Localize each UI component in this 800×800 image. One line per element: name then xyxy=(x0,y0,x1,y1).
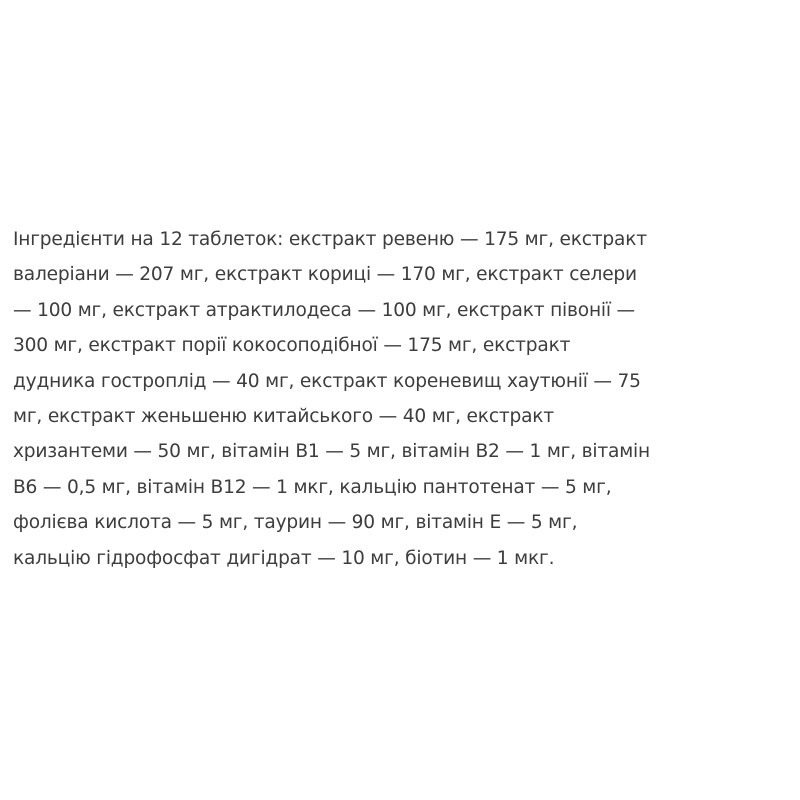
ingredients-line: дудника гостроплід — 40 мг, екстракт кореневищ хаутюнії — 75 xyxy=(13,370,641,392)
ingredients-line: валеріани — 207 мг, екстракт кориці — 170 мг, екстракт селери xyxy=(13,264,637,286)
ingredients-line: фолієва кислота — 5 мг, таурин — 90 мг, вітамін Е — 5 мг, xyxy=(13,512,578,534)
ingredients-line: мг, екстракт женьшеню китайського — 40 мг, екстракт xyxy=(13,406,554,428)
ingredients-line: 300 мг, екстракт порії кокосоподібної — 175 мг, екстракт xyxy=(13,335,571,357)
ingredients-line: — 100 мг, екстракт атрактилодеса — 100 мг, екстракт півонії — xyxy=(13,299,635,321)
ingredients-line: хризантеми — 50 мг, вітамін В1 — 5 мг, вітамін В2 — 1 мг, вітамін xyxy=(13,441,650,463)
ingredients-line: Інгредієнти на 12 таблеток: екстракт ревеню — 175 мг, екстракт xyxy=(13,229,647,250)
ingredients-text xyxy=(13,222,798,576)
ingredients-line: кальцію гідрофосфат дигідрат — 10 мг, біотин — 1 мкг. xyxy=(13,547,555,569)
ingredients-line: В6 — 0,5 мг, вітамін В12 — 1 мкг, кальцію пантотенат — 5 мг, xyxy=(13,476,612,498)
